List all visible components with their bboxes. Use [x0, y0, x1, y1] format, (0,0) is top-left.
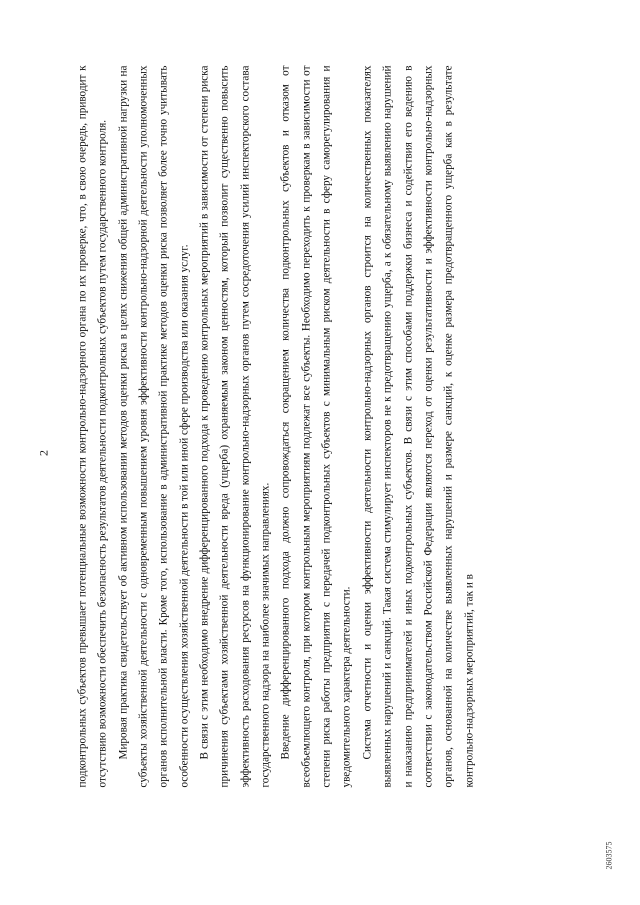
paragraph-4: Введение дифференцированного подхода должно сопровождаться сокращением количества подконтрольных субъектов и отказом от всеобъемлющего контроля, при котором контрольным мероприятиям подлежат все субъекты. Необходимо переходить к проверкам в зависимости от степени риска работы предприятия с передачей подконтрольных субъектов с минимальным риском деятельности в сферу саморегулирования и уведомительного характера деятельности. [279, 65, 353, 787]
paragraph-3: В связи с этим необходимо внедрение дифференцированного подхода к проведению контрольных мероприятий в зависимости от степени риска причинения субъектами хозяйственной деятельности вреда (ущерба) охраняемым законом ценностям, который позволит существенно повысить эффективность расходования ресурсов на функционирование контрольно-надзорных органов путем сосредоточения усилий инспекторского состава государственного надзора на наиболее значимых направлениях. [198, 65, 272, 787]
body-text [72, 65, 479, 787]
paragraph-5: Система отчетности и оценки эффективности деятельности контрольно-надзорных органов строится на количественных показателях выявленных нарушений и санкций. Такая система стимулирует инспекторов не к предотвращению ущерба, а к обязательному выявлению нарушений и наказанию предпринимателей и иных подконтрольных субъектов. В связи с этим способами поддержки бизнеса и содействия его ведению в соответствии с законодательством Российской Федерации являются переход от оценки результативности и эффективности контрольно-надзорных органов, основанной на количестве выявленных нарушений и размере санкций, к оценке размера предотвращенного ущерба как в результате контрольно-надзорных мероприятий, так и в [360, 65, 475, 787]
page-number: 2 [36, 449, 50, 456]
document-id: 2603575 [604, 841, 613, 869]
paragraph-1: подконтрольных субъектов превышает потенциальные возможности контрольно-надзорного органа по их проверке, что, в свою очередь, приводит к отсутствию возможности обеспечить безопасность результатов деятельности подконтрольных субъектов путем государственного контроля. [76, 65, 109, 787]
paragraph-2: Мировая практика свидетельствует об активном использовании методов оценки риска в целях снижения общей административной нагрузки на субъекты хозяйственной деятельности с одновременным повышением уровня эффективности контрольно-надзорной деятельности уполномоченных органов исполнительной власти. Кроме того, использование в административной практике методов оценки риска позволяет более точно учитывать особенности осуществления хозяйственной деятельности в той или иной сфере производства или оказания услуг. [116, 65, 190, 787]
